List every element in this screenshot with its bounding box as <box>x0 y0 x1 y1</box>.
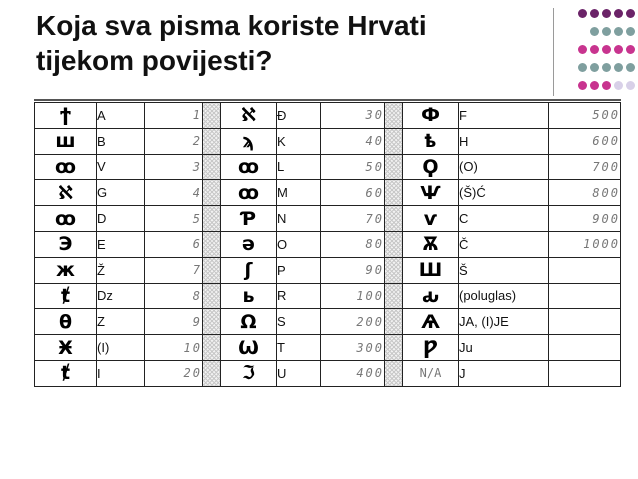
letter-cell: T <box>277 335 321 361</box>
column-separator <box>203 206 221 232</box>
glagolitic-h-glyph: ҍ <box>403 128 459 154</box>
letter-cell: U <box>277 360 321 386</box>
glagolitic-c-glyph: ѵ <box>403 206 459 232</box>
letter-cell: L <box>277 154 321 180</box>
letter-cell: Š <box>459 257 549 283</box>
number-value-cell: 700 <box>549 154 621 180</box>
decor-dot <box>626 9 635 18</box>
decor-dot <box>614 27 623 36</box>
number-value-cell: 800 <box>549 180 621 206</box>
column-separator <box>203 360 221 386</box>
number-value-cell: 100 <box>321 283 385 309</box>
column-separator <box>203 154 221 180</box>
decor-dot <box>626 63 635 72</box>
letter-cell: Z <box>97 309 145 335</box>
title-line-2: tijekom povijesti? <box>36 45 273 76</box>
decor-dot <box>614 81 623 90</box>
glagolitic-g-glyph: ℵ <box>35 180 97 206</box>
column-separator <box>385 180 403 206</box>
table-row <box>35 231 621 257</box>
number-value-cell <box>549 335 621 361</box>
table-row <box>35 128 621 154</box>
column-separator <box>203 180 221 206</box>
decor-dot <box>602 81 611 90</box>
letter-cell: F <box>459 103 549 129</box>
number-value-cell: 900 <box>549 206 621 232</box>
letter-cell: G <box>97 180 145 206</box>
letter-cell: A <box>97 103 145 129</box>
letter-cell: I <box>97 360 145 386</box>
number-value-cell: 3 <box>145 154 203 180</box>
letter-cell: H <box>459 128 549 154</box>
column-separator <box>203 103 221 129</box>
column-separator <box>203 335 221 361</box>
column-separator <box>385 103 403 129</box>
decor-dot <box>602 45 611 54</box>
decor-dot <box>590 81 599 90</box>
glagolitic-j-na-glyph: N/A <box>403 360 459 386</box>
glagolitic-s-glyph: Ω <box>221 309 277 335</box>
glagolitic-z-glyph: θ <box>35 309 97 335</box>
column-separator <box>385 257 403 283</box>
decor-dot <box>614 45 623 54</box>
column-separator <box>203 257 221 283</box>
glagolitic-r-glyph: ь <box>221 283 277 309</box>
glagolitic-i-glyph: ⱦ <box>35 360 97 386</box>
glagolitic-d-glyph: ꚙ <box>35 206 97 232</box>
decor-dot <box>626 81 635 90</box>
number-value-cell: 70 <box>321 206 385 232</box>
letter-cell: N <box>277 206 321 232</box>
table-row <box>35 103 621 129</box>
decor-dot <box>590 45 599 54</box>
number-value-cell: 7 <box>145 257 203 283</box>
number-value-cell: 300 <box>321 335 385 361</box>
number-value-cell: 30 <box>321 103 385 129</box>
column-separator <box>203 283 221 309</box>
letter-cell: E <box>97 231 145 257</box>
number-value-cell: 400 <box>321 360 385 386</box>
table-row <box>35 335 621 361</box>
letter-cell: (poluglas) <box>459 283 549 309</box>
number-value-cell: 9 <box>145 309 203 335</box>
glagolitic-b-glyph: ш <box>35 128 97 154</box>
letter-cell: JA, (I)JE <box>459 309 549 335</box>
glagolitic-poluglas-glyph: ԃ <box>403 283 459 309</box>
glagolitic-alphabet-table <box>34 102 621 387</box>
number-value-cell: 40 <box>321 128 385 154</box>
decor-dot <box>578 81 587 90</box>
glagolitic-dj-glyph: ℵ <box>221 103 277 129</box>
title-underline <box>34 99 621 101</box>
decor-dot <box>626 45 635 54</box>
number-value-cell <box>549 283 621 309</box>
number-value-cell: 90 <box>321 257 385 283</box>
decor-dot <box>578 63 587 72</box>
title-line-1: Koja sva pisma koriste Hrvati <box>36 10 427 41</box>
decor-dot <box>578 9 587 18</box>
number-value-cell: 8 <box>145 283 203 309</box>
glagolitic-i-paren-glyph: Ӿ <box>35 335 97 361</box>
number-value-cell: 20 <box>145 360 203 386</box>
letter-cell: (O) <box>459 154 549 180</box>
number-value-cell: 500 <box>549 103 621 129</box>
letter-cell: J <box>459 360 549 386</box>
column-separator <box>385 231 403 257</box>
letter-cell: S <box>277 309 321 335</box>
decor-dot <box>614 63 623 72</box>
glagolitic-sh-c-glyph: Ѱ <box>403 180 459 206</box>
glagolitic-t-glyph: Ѡ <box>221 335 277 361</box>
number-value-cell: 600 <box>549 128 621 154</box>
column-separator <box>385 335 403 361</box>
letter-cell: Ju <box>459 335 549 361</box>
glagolitic-n-glyph: Ƥ <box>221 206 277 232</box>
slide-title <box>36 8 556 78</box>
glagolitic-ch-glyph: Ѫ <box>403 231 459 257</box>
letter-cell: M <box>277 180 321 206</box>
table-row <box>35 360 621 386</box>
glagolitic-m-glyph: ꝏ <box>221 180 277 206</box>
column-separator <box>203 128 221 154</box>
glagolitic-ja-glyph: Ѧ <box>403 309 459 335</box>
number-value-cell: 2 <box>145 128 203 154</box>
column-separator <box>385 360 403 386</box>
number-value-cell: 1000 <box>549 231 621 257</box>
column-separator <box>203 231 221 257</box>
number-value-cell: 60 <box>321 180 385 206</box>
glagolitic-a-glyph: ϯ <box>35 103 97 129</box>
letter-cell: O <box>277 231 321 257</box>
number-value-cell: 1 <box>145 103 203 129</box>
column-separator <box>385 154 403 180</box>
letter-cell: C <box>459 206 549 232</box>
table-row <box>35 257 621 283</box>
glagolitic-o-round-glyph: Ϙ <box>403 154 459 180</box>
column-separator <box>385 283 403 309</box>
glagolitic-zh-glyph: ж <box>35 257 97 283</box>
column-separator <box>203 309 221 335</box>
number-value-cell <box>549 309 621 335</box>
letter-cell: (I) <box>97 335 145 361</box>
table-row <box>35 180 621 206</box>
letter-cell: Č <box>459 231 549 257</box>
glagolitic-k-glyph: ϡ <box>221 128 277 154</box>
decor-dot-grid <box>566 9 638 99</box>
number-value-cell <box>549 360 621 386</box>
decor-dot <box>578 45 587 54</box>
decor-dot <box>602 27 611 36</box>
glagolitic-dz-glyph: ⱦ <box>35 283 97 309</box>
decor-dot <box>602 9 611 18</box>
letter-cell: B <box>97 128 145 154</box>
decor-dot <box>626 27 635 36</box>
decor-vertical-line <box>553 8 554 96</box>
number-value-cell: 6 <box>145 231 203 257</box>
number-value-cell: 10 <box>145 335 203 361</box>
table-row <box>35 283 621 309</box>
letter-cell: (Š)Ć <box>459 180 549 206</box>
number-value-cell: 50 <box>321 154 385 180</box>
glagolitic-o-glyph: ə <box>221 231 277 257</box>
letter-cell: D <box>97 206 145 232</box>
letter-cell: Dz <box>97 283 145 309</box>
number-value-cell: 80 <box>321 231 385 257</box>
decor-dot <box>590 9 599 18</box>
glagolitic-l-glyph: ꚙ <box>221 154 277 180</box>
decor-dot <box>590 63 599 72</box>
letter-cell: K <box>277 128 321 154</box>
glagolitic-sh-glyph: Ш <box>403 257 459 283</box>
letter-cell: Ž <box>97 257 145 283</box>
letter-cell: V <box>97 154 145 180</box>
table-row <box>35 309 621 335</box>
table-row <box>35 154 621 180</box>
number-value-cell: 4 <box>145 180 203 206</box>
glagolitic-f-glyph: Ф <box>403 103 459 129</box>
decor-dot <box>614 9 623 18</box>
glagolitic-e-glyph: Э <box>35 231 97 257</box>
column-separator <box>385 128 403 154</box>
decor-dot <box>590 27 599 36</box>
letter-cell: R <box>277 283 321 309</box>
glagolitic-p-glyph: ʃ <box>221 257 277 283</box>
glagolitic-u-glyph: ℑ <box>221 360 277 386</box>
decor-dot <box>602 63 611 72</box>
letter-cell: Đ <box>277 103 321 129</box>
glagolitic-v-glyph: ꝏ <box>35 154 97 180</box>
table-row <box>35 206 621 232</box>
letter-cell: P <box>277 257 321 283</box>
glagolitic-ju-glyph: Ƿ <box>403 335 459 361</box>
number-value-cell: 200 <box>321 309 385 335</box>
column-separator <box>385 309 403 335</box>
column-separator <box>385 206 403 232</box>
number-value-cell: 5 <box>145 206 203 232</box>
number-value-cell <box>549 257 621 283</box>
